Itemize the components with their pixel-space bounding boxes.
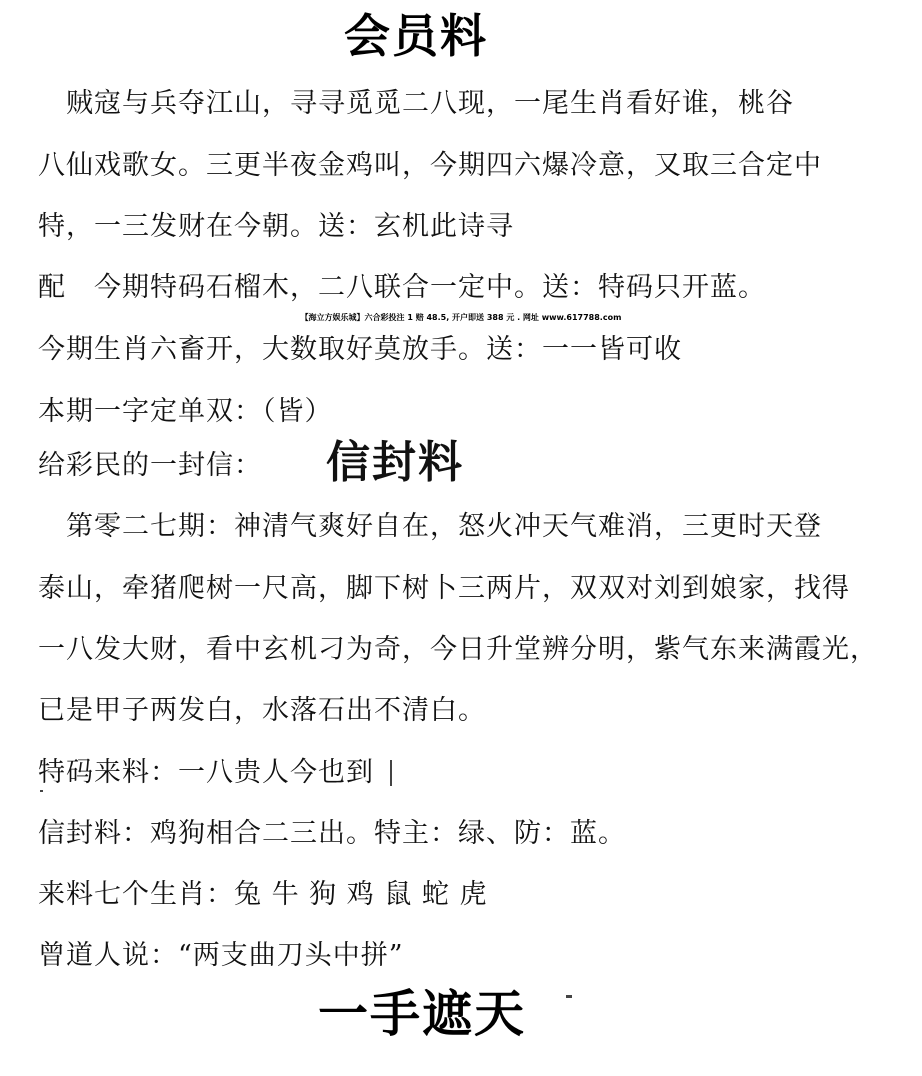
member-line-4: 配 今期特码石榴木，二八联合一定中。送：特码只开蓝。 — [38, 272, 766, 303]
footer-title: 一手遮天 — [318, 985, 526, 1043]
scan-artifact — [566, 995, 572, 998]
single-double-pick: 本期一字定单双：（皆） — [38, 396, 333, 427]
letter-line-2: 泰山，牵猪爬树一尺高，脚下树卜三两片，双双对刘到娘家，找得 — [38, 573, 850, 604]
letter-heading: 信封料 — [326, 437, 464, 488]
seven-zodiac-line: 来料七个生肖：兔 牛 狗 鸡 鼠 蛇 虎 — [38, 879, 488, 910]
special-code-line: 特码来料：一八贵人今也到 — [38, 757, 374, 788]
envelope-line: 信封料：鸡狗相合二三出。特主：绿、防：蓝。 — [38, 818, 626, 849]
member-line-3: 特，一三发财在今朝。送：玄机此诗寻 — [38, 211, 514, 242]
taoist-saying-line: 曾道人说：“两支曲刀头中拼” — [38, 940, 404, 971]
scan-artifact — [390, 760, 392, 786]
letter-label: 给彩民的一封信： — [38, 450, 262, 481]
page-title: 会员料 — [344, 9, 488, 63]
scan-artifact — [40, 790, 43, 792]
letter-line-4: 已是甲子两发白，水落石出不清白。 — [38, 695, 486, 726]
advertisement-banner: 【海立方娱乐城】六合彩投注 1 赔 48.5, 开户即送 388 元 . 网址 www.617788.com — [300, 313, 622, 322]
member-line-1: 贼寇与兵夺江山，寻寻觅觅二八现，一尾生肖看好谁，桃谷 — [38, 88, 794, 119]
member-line-5: 今期生肖六畜开，大数取好莫放手。送：一一皆可收 — [38, 334, 682, 365]
letter-line-1: 第零二七期：神清气爽好自在，怒火冲天气难消，三更时天登 — [38, 511, 822, 542]
letter-line-3: 一八发大财，看中玄机刁为奇，今日升堂辨分明，紫气东来满霞光， — [38, 634, 878, 665]
member-line-2: 八仙戏歌女。三更半夜金鸡叫，今期四六爆冷意，又取三合定中 — [38, 150, 822, 181]
